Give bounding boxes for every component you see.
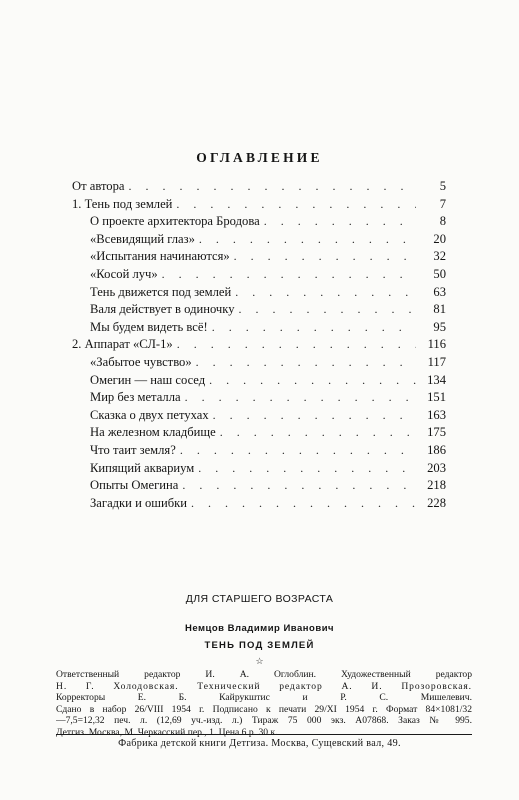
imprint-block — [56, 669, 472, 739]
toc-entry-page: 151 — [427, 390, 446, 405]
toc-entry-title: Валя действует в одиночку — [90, 302, 235, 317]
toc-entry-page: 116 — [427, 337, 446, 352]
toc-entry-page: 63 — [433, 284, 446, 299]
toc-entry-title: «Забытое чувство» — [90, 354, 192, 369]
toc-entry — [72, 407, 446, 425]
divider-rule — [56, 734, 472, 735]
toc-entry-title: Опыты Омегина — [90, 478, 179, 493]
toc-entry-page: 186 — [427, 442, 446, 457]
toc-dot-leader — [177, 336, 416, 354]
toc-entry-page: 175 — [427, 425, 446, 440]
imprint-line: Детгиз. Москва, М. Черкасский пер., 1. Цена 6 р. 30 к. — [56, 726, 278, 738]
toc-dot-leader — [182, 477, 416, 495]
toc-dot-leader — [191, 495, 416, 513]
toc-entry-title: Мир без металла — [90, 390, 181, 405]
toc-entry — [72, 231, 446, 249]
toc-entry-page: 8 — [439, 214, 446, 229]
toc-dot-leader — [209, 372, 416, 390]
toc-entry — [72, 178, 446, 196]
toc-entry — [72, 389, 446, 407]
toc-entry-page: 163 — [427, 407, 446, 422]
imprint-line: Н. Г. Холодовская. Технический редактор А. И. Прозоровская. — [56, 680, 472, 692]
toc-entry-title: Что таит земля? — [90, 442, 176, 457]
toc-dot-leader — [234, 248, 416, 266]
toc-entry-page: 218 — [427, 478, 446, 493]
toc-entry-page: 20 — [433, 231, 446, 246]
age-group-label: ДЛЯ СТАРШЕГО ВОЗРАСТА — [185, 593, 334, 605]
toc-entry — [72, 284, 446, 302]
toc-entry-page: 117 — [427, 354, 446, 369]
toc-entry — [72, 213, 446, 231]
toc-entry-page: 203 — [427, 460, 446, 475]
toc-entry — [72, 460, 446, 478]
toc-dot-leader — [220, 424, 416, 442]
toc-entry — [72, 336, 446, 354]
toc-entry-title: 2. Аппарат «СЛ-1» — [72, 337, 173, 352]
toc-entry-page: 228 — [427, 495, 446, 510]
printer-line: Фабрика детской книги Детгиза. Москва, Сущевский вал, 49. — [118, 738, 401, 749]
imprint-line: Сдано в набор 26/VIII 1954 г. Подписано к печати 29/XI 1954 г. Формат 84×1081/32 — [56, 703, 472, 715]
toc-entry — [72, 301, 446, 319]
toc-dot-leader — [129, 178, 417, 196]
toc-entry — [72, 248, 446, 266]
toc-entry-title: Загадки и ошибки — [90, 495, 187, 510]
toc-dot-leader — [176, 196, 416, 214]
toc-dot-leader — [199, 231, 416, 249]
toc-entry — [72, 354, 446, 372]
imprint-line: Корректоры Е. Б. Кайрукштис и Р. С. Мишелевич. — [56, 692, 472, 704]
toc-entry — [72, 319, 446, 337]
toc-dot-leader — [198, 460, 416, 478]
toc-entry-title: О проекте архитектора Бродова — [90, 214, 260, 229]
toc-entry-title: Кипящий аквариум — [90, 460, 195, 475]
toc-entry — [72, 477, 446, 495]
toc-dot-leader — [162, 266, 416, 284]
book-title: ТЕНЬ ПОД ЗЕМЛЕЙ — [204, 640, 315, 651]
toc-entry — [72, 495, 446, 513]
toc-entry-title: На железном кладбище — [90, 425, 216, 440]
toc-entry-page: 5 — [439, 179, 446, 193]
toc-entry — [72, 196, 446, 214]
author-name: Немцов Владимир Иванович — [184, 623, 335, 634]
toc-dot-leader — [196, 354, 416, 372]
toc-dot-leader — [239, 301, 416, 319]
toc-entry-title: «Испытания начинаются» — [90, 249, 230, 264]
toc-entry-title: 1. Тень под землей — [72, 196, 173, 211]
toc-entry-title: «Всевидящий глаз» — [90, 231, 195, 246]
star-icon: ☆ — [255, 656, 264, 666]
imprint-line: —7,5=12,32 печ. л. (12,69 уч.-изд. л.) Тираж 75 000 экз. А07868. Заказ № 995. — [56, 715, 472, 727]
toc-entry-title: Сказка о двух петухах — [90, 407, 209, 422]
table-of-contents — [72, 178, 446, 512]
toc-entry — [72, 266, 446, 284]
toc-entry-page: 7 — [439, 196, 446, 211]
toc-entry-title: «Косой луч» — [90, 266, 158, 281]
toc-entry-page: 134 — [427, 372, 446, 387]
toc-entry-page: 32 — [433, 249, 446, 264]
toc-entry-title: Омегин — наш сосед — [90, 372, 206, 387]
toc-entry-title: Мы будем видеть всё! — [90, 319, 208, 334]
toc-dot-leader — [264, 213, 416, 231]
toc-entry — [72, 424, 446, 442]
toc-entry-title: Тень движется под землей — [90, 284, 232, 299]
toc-entry — [72, 442, 446, 460]
toc-entry — [72, 372, 446, 390]
toc-dot-leader — [212, 319, 416, 337]
toc-dot-leader — [185, 389, 416, 407]
imprint-line: Ответственный редактор И. А. Оглоблин. Художественный редактор — [56, 669, 472, 680]
toc-heading: ОГЛАВЛЕНИЕ — [196, 150, 323, 165]
toc-dot-leader — [180, 442, 416, 460]
toc-dot-leader — [213, 407, 416, 425]
toc-entry-page: 95 — [433, 319, 446, 334]
toc-entry-page: 81 — [433, 302, 446, 317]
toc-dot-leader — [235, 284, 416, 302]
toc-entry-page: 50 — [433, 266, 446, 281]
toc-entry-title: От автора — [72, 179, 125, 193]
